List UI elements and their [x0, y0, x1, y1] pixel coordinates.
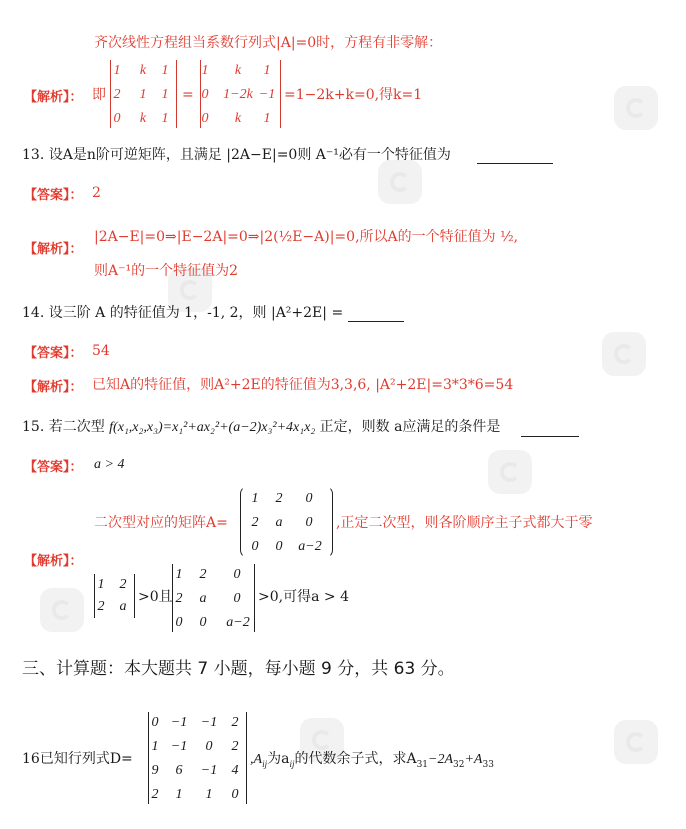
q13-question: 13. 设A是n阶可逆矩阵，且满足 |2A−E|=0则 A⁻¹必有一个特征值为 — [22, 146, 553, 164]
answer-tag: 【答案】： — [24, 346, 83, 361]
analysis-tag: 【解析】： — [24, 90, 83, 105]
s12-eq: = — [182, 87, 194, 103]
q14-answer: 54 — [92, 343, 110, 359]
s12-prefix: 即 — [92, 87, 106, 103]
q16-prefix: 16已知行列式D= — [22, 751, 133, 767]
q15-question: 15. 若二次型 f(x₁,x₂,x₃)=x₁²+ax₂²+(a−2)x₃²+4x₁x₂ 正定，则数 a应满足的条件是 — [22, 418, 579, 437]
section-heading: 三、计算题：本大题共 7 小题，每小题 9 分，共 63 分。 — [22, 659, 455, 679]
watermark-icon — [40, 588, 84, 632]
watermark-icon — [378, 160, 422, 204]
q13-answer: 2 — [92, 185, 101, 201]
q15-final: >0,可得a > 4 — [258, 589, 349, 605]
answer-tag: 【答案】： — [24, 188, 83, 203]
analysis-tag: 【解析】： — [24, 380, 83, 395]
q15-and: >0且 — [138, 589, 173, 605]
s12-line1: 齐次线性方程组当系数行列式|A|=0时，方程有非零解： — [94, 35, 443, 51]
q15-matrix-prefix: 二次型对应的矩阵A= — [94, 515, 228, 531]
q15-matrix-suffix: ,正定二次型，则各阶顺序主子式都大于零 — [336, 515, 593, 531]
q14-analysis: 已知A的特征值，则A²+2E的特征值为3,3,6, |A²+2E|=3*3*6=54 — [92, 377, 514, 393]
answer-blank — [477, 149, 553, 164]
q16-suffix: $,A_{ij}$为$a_{ij}$的代数余子式，求$A_{31}-2A_{32}+A_{33}$ — [250, 751, 494, 770]
watermark-icon — [488, 450, 532, 494]
watermark-icon — [614, 720, 658, 764]
q14-question: 14. 设三阶 A 的特征值为 1，-1, 2，则 |A²+2E| = — [22, 304, 404, 322]
s12-result: =1−2k+k=0,得k=1 — [284, 87, 423, 103]
q13-analysis-line1: |2A−E|=0⇒|E−2A|=0⇒|2(½E−A)|=0,所以A的一个特征值为 ½, — [94, 229, 519, 245]
q15-answer: a > 4 — [94, 457, 125, 472]
answer-tag: 【答案】： — [24, 460, 83, 475]
answer-blank — [348, 307, 404, 322]
answer-blank — [521, 422, 579, 437]
q13-analysis-line2: 则A⁻¹的一个特征值为2 — [94, 263, 239, 279]
analysis-tag: 【解析】： — [24, 554, 83, 569]
watermark-icon — [614, 86, 658, 130]
watermark-icon — [602, 332, 646, 376]
analysis-tag: 【解析】： — [24, 242, 83, 257]
